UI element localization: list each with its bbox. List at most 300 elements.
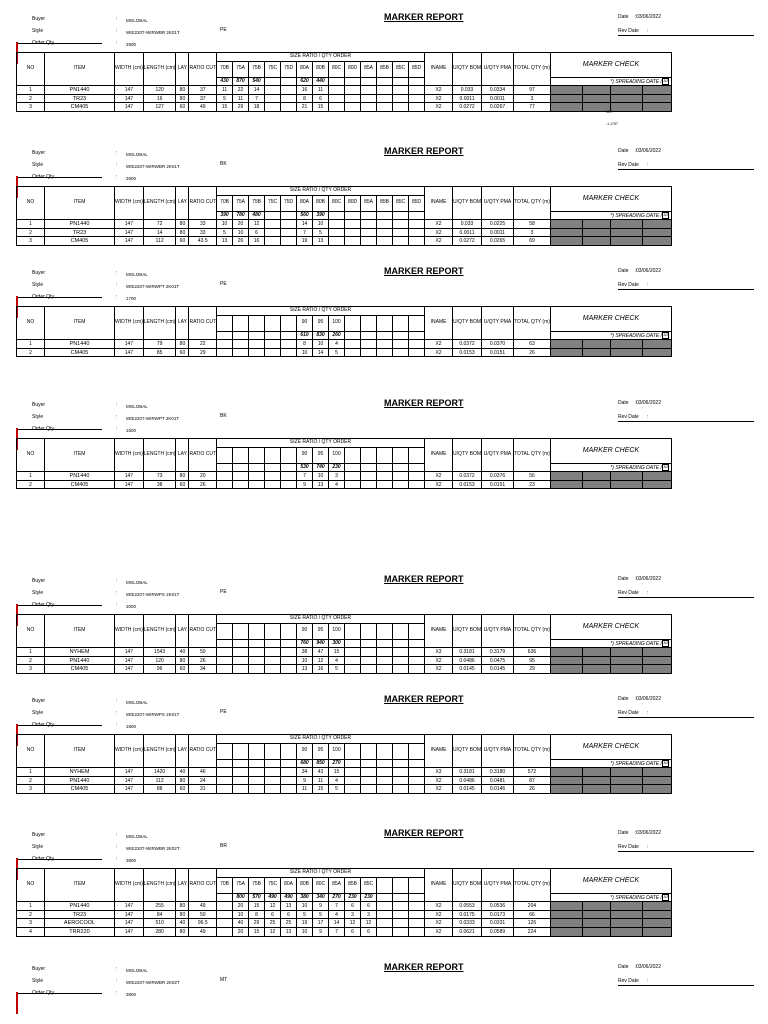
date-label: Date	[618, 576, 629, 582]
order-qty	[249, 463, 265, 472]
check-cell	[550, 94, 582, 103]
label-order_qty: Order Qty	[32, 990, 54, 996]
size-label	[409, 315, 425, 331]
item-name: CM405	[45, 103, 115, 112]
table-row	[17, 228, 672, 237]
ratio-value	[377, 472, 393, 481]
check-cell	[642, 665, 671, 674]
row-width: 147	[115, 902, 144, 911]
rev-date-label: Rev Date	[618, 978, 639, 984]
ratio-value	[377, 103, 393, 112]
row-ratio: 29	[189, 348, 217, 357]
row-total: 58	[514, 220, 551, 229]
ratio-value: 15	[313, 785, 329, 794]
order-qty	[345, 331, 361, 340]
ratio-value	[345, 480, 361, 489]
ratio-value	[265, 228, 281, 237]
row-total: 636	[514, 648, 551, 657]
ratio-value	[265, 472, 281, 481]
row-ratio: 43.5	[189, 237, 217, 246]
row-iname: X3	[425, 648, 453, 657]
value-style: WIE2207-WIRWBR 2K01T	[126, 30, 180, 35]
ratio-value: 3	[361, 910, 377, 919]
colon: :	[116, 294, 118, 300]
ratio-value: 9	[297, 776, 313, 785]
size-label: 100	[329, 315, 345, 331]
order-qty	[377, 331, 393, 340]
order-qty	[233, 463, 249, 472]
row-iname: X2	[425, 348, 453, 357]
ratio-value	[377, 919, 393, 928]
check-cell	[610, 785, 642, 794]
checkbox-icon[interactable]: ☑	[663, 77, 668, 84]
checkbox-icon[interactable]: ☑	[663, 463, 668, 470]
ratio-value	[249, 785, 265, 794]
ratio-value	[393, 919, 409, 928]
ratio-value: 21	[297, 103, 313, 112]
rev-date-field	[618, 844, 754, 852]
label-buyer: Buyer	[32, 832, 46, 838]
check-cell	[550, 768, 582, 777]
ratio-value: 20	[233, 220, 249, 229]
row-lay: 80	[176, 910, 189, 919]
row-total: 66	[514, 910, 551, 919]
size-label: 80C	[313, 877, 329, 893]
label-style: Style	[32, 710, 44, 716]
ratio-value	[217, 348, 233, 357]
ratio-value	[233, 776, 249, 785]
date-colon: :	[634, 830, 636, 836]
size-label	[393, 743, 409, 759]
col-no: NO	[17, 307, 45, 340]
col-no: NO	[17, 735, 45, 768]
size-label: 80C	[329, 61, 345, 77]
check-cell	[642, 768, 671, 777]
size-label: 75C	[265, 877, 281, 893]
size-label: 75C	[265, 195, 281, 211]
ratio-value	[329, 228, 345, 237]
check-cell	[610, 340, 642, 349]
size-label	[249, 315, 265, 331]
check-cell	[642, 472, 671, 481]
check-cell	[610, 237, 642, 246]
ratio-value: 11	[313, 776, 329, 785]
row-width: 147	[115, 910, 144, 919]
ratio-value: 15	[249, 927, 265, 936]
ratio-value	[233, 768, 249, 777]
ratio-value	[377, 910, 393, 919]
order-qty	[409, 463, 425, 472]
ratio-value: 13	[313, 237, 329, 246]
date-value: 03/06/2022	[635, 148, 661, 154]
checkbox-icon[interactable]: ☑	[663, 639, 668, 646]
order-qty: 940	[313, 639, 329, 648]
ratio-value: 4	[329, 480, 345, 489]
order-qty	[265, 463, 281, 472]
item-name: TR23	[45, 94, 115, 103]
item-name: PN1440	[45, 472, 115, 481]
ratio-value	[281, 220, 297, 229]
rev-date-colon: :	[646, 162, 649, 168]
ratio-value: 10	[217, 220, 233, 229]
red-margin-line	[16, 992, 18, 1014]
date-field	[618, 576, 661, 582]
colon: :	[116, 590, 118, 596]
row-ratio: 49	[189, 927, 217, 936]
col-sqty: U/QTY PMA	[482, 439, 514, 472]
check-cell	[582, 665, 610, 674]
ratio-value: 29	[249, 919, 265, 928]
col-item: ITEM	[45, 735, 115, 768]
ratio-value	[265, 648, 281, 657]
ratio-value	[409, 902, 425, 911]
marker-report	[16, 694, 768, 793]
rev-date-colon: :	[646, 28, 649, 34]
ratio-value	[217, 776, 233, 785]
row-no: 2	[17, 228, 45, 237]
row-total: 23	[514, 480, 551, 489]
colon: :	[116, 978, 118, 984]
label-buyer: Buyer	[32, 966, 46, 972]
check-cell	[582, 86, 610, 95]
ratio-value: 11	[217, 86, 233, 95]
row-width: 147	[115, 768, 144, 777]
ratio-value: 3	[345, 910, 361, 919]
colon: :	[116, 856, 118, 862]
size-label: 95	[313, 447, 329, 463]
checkbox-icon[interactable]: ☑	[663, 759, 668, 766]
ratio-value	[393, 94, 409, 103]
table-row	[17, 648, 672, 657]
ratio-value	[233, 348, 249, 357]
col-width: WIDTH (cm)	[115, 187, 144, 220]
row-no: 3	[17, 665, 45, 674]
ratio-value	[233, 648, 249, 657]
row-iname: X2	[425, 94, 453, 103]
col-ratio: RATIO CUT	[189, 307, 217, 340]
table-row	[17, 480, 672, 489]
date-field	[618, 14, 661, 20]
report-title: MARKER REPORT	[384, 962, 464, 972]
ratio-value: 4	[329, 910, 345, 919]
rev-date-label: Rev Date	[618, 844, 639, 850]
ratio-value: 22	[233, 86, 249, 95]
check-cell	[582, 228, 610, 237]
order-qty	[361, 639, 377, 648]
colon: :	[116, 844, 118, 850]
check-cell	[582, 340, 610, 349]
ratio-value	[249, 776, 265, 785]
ratio-value	[409, 340, 425, 349]
order-qty	[361, 77, 377, 86]
ratio-value: 19	[297, 919, 313, 928]
date-label: Date	[618, 830, 629, 836]
row-sqty: 0.0011	[482, 228, 514, 237]
col-ratio: RATIO CUT	[189, 53, 217, 86]
row-ratio: 31	[189, 785, 217, 794]
order-qty: 850	[313, 759, 329, 768]
ratio-value	[345, 237, 361, 246]
row-no: 1	[17, 902, 45, 911]
col-item: ITEM	[45, 187, 115, 220]
colon: :	[116, 282, 118, 288]
row-lay: 80	[176, 656, 189, 665]
label-buyer: Buyer	[32, 578, 46, 584]
checkbox-icon[interactable]: ☑	[663, 331, 668, 338]
colon: :	[116, 270, 118, 276]
size-label	[377, 623, 393, 639]
ratio-value	[409, 94, 425, 103]
value-order_qty: 1500	[126, 428, 137, 433]
ratio-value: 34	[297, 768, 313, 777]
check-cell	[642, 902, 671, 911]
order-qty	[265, 759, 281, 768]
order-qty	[393, 331, 409, 340]
col-sqty: U/QTY PMA	[482, 869, 514, 902]
size-label: 85B	[377, 61, 393, 77]
date-value: 03/06/2022	[635, 696, 661, 702]
size-label: 85A	[329, 877, 345, 893]
date-field	[618, 696, 661, 702]
row-iname: X2	[425, 785, 453, 794]
check-cell	[610, 665, 642, 674]
ratio-value: 38	[297, 648, 313, 657]
table-row	[17, 103, 672, 112]
order-qty	[249, 759, 265, 768]
size-label	[361, 315, 377, 331]
item-name: PN1440	[45, 86, 115, 95]
check-cell	[550, 86, 582, 95]
ratio-value	[409, 220, 425, 229]
row-sqty: 0.0331	[482, 919, 514, 928]
check-cell	[582, 472, 610, 481]
row-lay: 60	[176, 480, 189, 489]
value-style: WIE2207-WIRWBR 2K01T	[126, 164, 180, 169]
ratio-value	[409, 348, 425, 357]
row-uqty: 0.0372	[453, 472, 482, 481]
ratio-value: 9	[297, 480, 313, 489]
check-cell	[582, 910, 610, 919]
row-iname: X2	[425, 665, 453, 674]
marker-check-label: MARKER CHECK	[550, 53, 671, 78]
size-label: 85A	[361, 195, 377, 211]
ratio-value: 20	[233, 902, 249, 911]
marker-report	[16, 146, 768, 245]
date-label: Date	[618, 14, 629, 20]
row-sqty: 0.3180	[482, 768, 514, 777]
ratio-value	[345, 103, 361, 112]
size-label	[249, 743, 265, 759]
order-qty: 780	[233, 211, 249, 220]
row-total: 97	[514, 86, 551, 95]
ratio-value	[329, 94, 345, 103]
row-ratio: 26	[189, 480, 217, 489]
colon: :	[116, 710, 118, 716]
col-length: LENGTH (cm)	[143, 307, 176, 340]
ratio-value: 13	[297, 665, 313, 674]
report-title: MARKER REPORT	[384, 828, 464, 838]
ratio-value	[377, 348, 393, 357]
date-colon: :	[634, 148, 636, 154]
table-row	[17, 656, 672, 665]
row-iname: X2	[425, 340, 453, 349]
check-cell	[642, 648, 671, 657]
size-label: 80A	[297, 61, 313, 77]
size-label: 90	[297, 743, 313, 759]
row-ratio: 26	[189, 656, 217, 665]
ratio-value	[361, 348, 377, 357]
marker-table	[16, 438, 672, 489]
size-label: 80B	[313, 195, 329, 211]
row-lay: 80	[176, 94, 189, 103]
ratio-value: 15	[313, 103, 329, 112]
ratio-value	[329, 86, 345, 95]
ratio-value: 14	[297, 220, 313, 229]
report-title: MARKER REPORT	[384, 694, 464, 704]
ratio-value	[249, 768, 265, 777]
col-lay: LAY	[176, 439, 189, 472]
ratio-value	[393, 785, 409, 794]
ratio-value	[393, 348, 409, 357]
rev-date-colon: :	[646, 282, 649, 288]
table-row	[17, 86, 672, 95]
size-label	[281, 315, 297, 331]
rev-date-label: Rev Date	[618, 28, 639, 34]
row-length: 72	[143, 220, 176, 229]
ratio-value	[361, 480, 377, 489]
item-name: PN1440	[45, 776, 115, 785]
ratio-value	[345, 472, 361, 481]
row-ratio: 46	[189, 768, 217, 777]
ratio-value	[217, 480, 233, 489]
size-label: 95	[313, 743, 329, 759]
order-qty: 230	[345, 893, 361, 902]
marker-table	[16, 868, 672, 937]
col-ratio: RATIO CUT	[189, 735, 217, 768]
ratio-value	[345, 776, 361, 785]
row-sqty: 0.0225	[482, 220, 514, 229]
item-name: CM405	[45, 237, 115, 246]
ratio-value: 10	[297, 348, 313, 357]
col-iname: INAME	[425, 439, 453, 472]
colon: :	[116, 832, 118, 838]
ratio-value	[265, 220, 281, 229]
ratio-value	[393, 656, 409, 665]
ratio-value	[345, 86, 361, 95]
ratio-value	[361, 86, 377, 95]
check-cell	[642, 228, 671, 237]
order-qty	[393, 639, 409, 648]
label-buyer: Buyer	[32, 402, 46, 408]
row-iname: X2	[425, 220, 453, 229]
marker-report	[16, 574, 768, 673]
check-cell	[610, 910, 642, 919]
ratio-value: 12	[265, 902, 281, 911]
order-qty	[233, 331, 249, 340]
label-buyer: Buyer	[32, 698, 46, 704]
row-length: 280	[143, 927, 176, 936]
checkbox-icon[interactable]: ☑	[663, 211, 668, 218]
col-width: WIDTH (cm)	[115, 615, 144, 648]
label-style: Style	[32, 590, 44, 596]
size-label	[233, 447, 249, 463]
col-total: TOTAL QTY (m)	[514, 869, 551, 902]
side-note: -1.1757	[606, 122, 618, 126]
col-length: LENGTH (cm)	[143, 869, 176, 902]
row-uqty: 0.0011	[453, 228, 482, 237]
size-label	[233, 623, 249, 639]
ratio-value	[249, 472, 265, 481]
order-qty	[281, 211, 297, 220]
value-order_qty: 1800	[126, 724, 137, 729]
size-label: 75A	[233, 195, 249, 211]
rev-date-colon: :	[646, 978, 649, 984]
ratio-value	[409, 665, 425, 674]
value-buyer: MGLOBAL	[126, 580, 148, 585]
row-width: 147	[115, 919, 144, 928]
ratio-value	[249, 348, 265, 357]
size-label: 90	[297, 623, 313, 639]
ratio-value	[377, 237, 393, 246]
ratio-value: 15	[329, 648, 345, 657]
ratio-value: 14	[313, 348, 329, 357]
date-colon: :	[634, 964, 636, 970]
item-name: PN1440	[45, 656, 115, 665]
date-value: 03/06/2022	[635, 14, 661, 20]
size-label	[377, 315, 393, 331]
size-ratio-header: SIZE RATIO / QTY ORDER	[217, 735, 425, 744]
size-label	[265, 447, 281, 463]
col-ratio: RATIO CUT	[189, 615, 217, 648]
checkbox-icon[interactable]: ☑	[663, 893, 668, 900]
col-iname: INAME	[425, 615, 453, 648]
col-total: TOTAL QTY (m)	[514, 53, 551, 86]
ratio-value: 8	[297, 94, 313, 103]
check-cell	[610, 103, 642, 112]
check-cell	[642, 220, 671, 229]
check-cell	[550, 220, 582, 229]
ratio-value: 8	[297, 340, 313, 349]
col-iname: INAME	[425, 53, 453, 86]
check-cell	[582, 480, 610, 489]
spreading-date	[550, 893, 671, 902]
check-cell	[610, 776, 642, 785]
check-cell	[582, 927, 610, 936]
order-qty	[377, 211, 393, 220]
marker-check-label: MARKER CHECK	[550, 615, 671, 640]
order-qty	[265, 331, 281, 340]
ratio-value	[409, 480, 425, 489]
size-label: 85C	[393, 61, 409, 77]
ratio-value	[281, 785, 297, 794]
col-total: TOTAL QTY (m)	[514, 307, 551, 340]
date-value: 03/06/2022	[635, 576, 661, 582]
ratio-value: 17	[313, 919, 329, 928]
order-qty	[345, 759, 361, 768]
row-no: 2	[17, 776, 45, 785]
size-label: 80B	[297, 877, 313, 893]
date-label: Date	[618, 400, 629, 406]
row-length: 112	[143, 776, 176, 785]
check-cell	[642, 919, 671, 928]
ratio-value: 10	[233, 228, 249, 237]
ratio-value: 4	[329, 656, 345, 665]
size-ratio-header: SIZE RATIO / QTY ORDER	[217, 615, 425, 624]
ratio-value: 10	[313, 220, 329, 229]
row-no: 1	[17, 86, 45, 95]
ratio-value	[393, 472, 409, 481]
col-lay: LAY	[176, 615, 189, 648]
